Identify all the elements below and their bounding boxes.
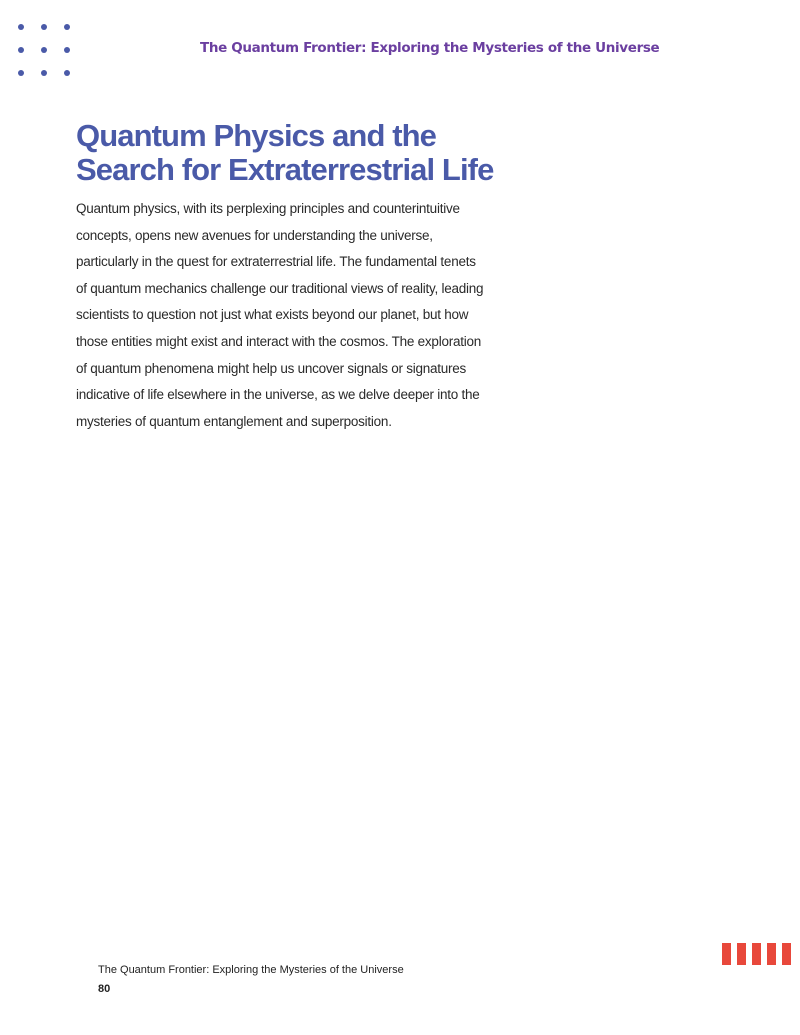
bar: [722, 943, 731, 965]
dot: [18, 24, 24, 30]
bar: [782, 943, 791, 965]
dot: [64, 47, 70, 53]
striped-bars-icon: [722, 943, 794, 965]
dot: [18, 47, 24, 53]
dot: [18, 70, 24, 76]
section-title: Quantum Physics and the Search for Extraterrestrial Life: [76, 118, 494, 187]
dot: [41, 47, 47, 53]
dot: [41, 24, 47, 30]
page-number: 80: [98, 983, 111, 995]
dot: [41, 70, 47, 76]
running-header: The Quantum Frontier: Exploring the Mysteries of the Universe: [200, 40, 660, 56]
body-paragraph: Quantum physics, with its perplexing principles and counterintuitive concepts, opens new avenues for understanding the universe, particularly in the quest for extraterrestrial life. The fundamental tenets of quantum mechanics challenge our traditional views of reality, leading scientists to question not just what exists beyond our planet, but how those entities might exist and interact with the cosmos. The exploration of quantum phenomena might help us uncover signals or signatures indicative of life elsewhere in the universe, as we delve deeper into the mysteries of quantum entanglement and superposition.: [76, 201, 484, 429]
footer-book-title: The Quantum Frontier: Exploring the Mysteries of the Universe: [98, 964, 404, 976]
bar: [737, 943, 746, 965]
dot: [64, 24, 70, 30]
dot-grid-icon: [18, 24, 78, 80]
bar: [752, 943, 761, 965]
bar: [767, 943, 776, 965]
dot: [64, 70, 70, 76]
